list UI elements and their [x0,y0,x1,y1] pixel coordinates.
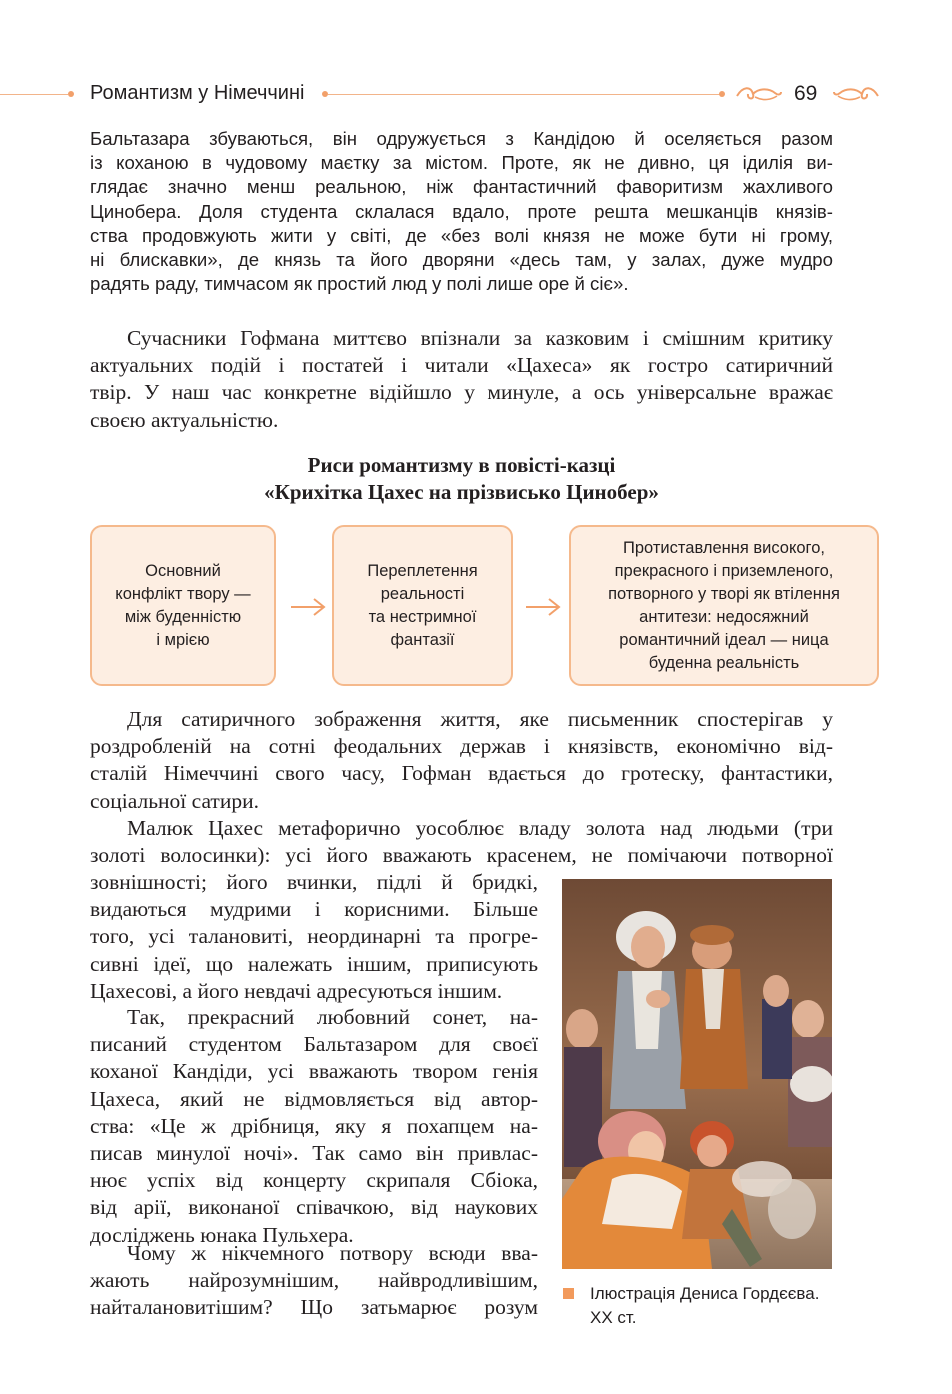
box-text-line: романтичний ідеал — ница [619,630,829,649]
text-line: актуальних подій і постатей і читали «Цахеса» як гостро сатиричний [90,353,833,378]
box-text-line: і мрією [156,630,210,649]
text-line: Малюк Цахес метафорично уособлює владу золота над людьми (три [127,816,833,840]
text-line: найталановитішим? Що затьмарює розум [90,1295,538,1320]
text-line: Цинобера. Доля студента склалася вдало, проте решта мешканців князів- [90,200,833,222]
box-text-line: антитези: недосяжний [639,607,809,626]
text-line: Сучасники Гофмана миттєво впізнали за казковим і смішним критику [127,326,833,350]
text-line: ства продовжують жити у світі, де «без волі князя не може бути ні грому, [90,224,833,246]
paragraph-gold [90,815,833,869]
text-line: глядає значно менш реальною, ніж фантастичний фаворитизм жахливого [90,176,833,198]
diagram-box-antithesis [569,525,879,686]
text-line: нює успіх від концерту скрипаля Сбіока, [90,1168,538,1193]
caption-bullet-icon [563,1288,574,1299]
box-text-line: потворного у творі як втілення [608,584,840,603]
text-line: від арії, виконаної співачкою, від наукових [90,1195,538,1220]
text-line: ства: «Це ж дрібниця, яку я похапцем на- [90,1113,538,1138]
text-line: ні блискавки», де князь та його дворяни «десь там, у залах, дуже мудро [90,249,833,271]
paragraph-question [90,1240,538,1322]
box-text-line: конфлікт твору — [115,584,251,603]
box-text-line: реальності [380,584,465,603]
box-text-line: Основний [145,561,221,580]
text-line: Чому ж нікчемного потвору всюди вва- [127,1241,538,1265]
diagram-title [90,452,833,506]
text-line: досліджень юнака Пульхера. [90,1222,354,1247]
paragraph-gold-continued [90,869,538,1005]
diagram-title-line: Риси романтизму в повісті-казці [307,453,616,477]
box-text-line: фантазії [390,630,455,649]
text-line: видаються мудрими і корисними. Більше [90,897,538,922]
text-line: золоті волосинки): усі його вважають красенем, не помічаючи потворної [90,843,833,868]
text-line: Так, прекрасний любовний сонет, на- [127,1005,538,1029]
ornament-left-icon [735,84,783,104]
text-line: із коханою в чудовому маєтку за містом. Проте, як не дивно, ця ідилія ви- [90,152,833,174]
arrow-right-icon [524,596,562,618]
box-text-line: Переплетення [367,561,478,580]
running-header-title: Романтизм у Німеччині [90,82,305,104]
diagram-box-conflict [90,525,276,686]
box-text-line: між буденністю [124,607,242,626]
text-line: роздробленій на сотні феодальних держав і князівств, економічно від- [90,734,833,759]
page-number: 69 [794,82,818,105]
ornament-right-icon [832,84,880,104]
text-line: того, усі талановиті, неординарні та прогре- [90,924,538,949]
caption-line: ХХ ст. [590,1308,637,1327]
text-line: соціальної сатири. [90,788,259,813]
text-line: сивні ідеї, що належать іншим, приписують [90,951,538,976]
text-line: писаний студентом Бальтазаром для своєї [90,1032,538,1057]
text-line: своєю актуальністю. [90,407,279,432]
paragraph-sonnet [90,1004,538,1249]
text-line: Для сатиричного зображення життя, яке письменник спостерігав у [127,707,833,731]
text-line: писав минулої ночі». Так само він привлас- [90,1141,538,1166]
header-rule-left [0,94,68,95]
paragraph-satire [90,706,833,815]
text-line: Бальтазара збуваються, він одружується з Кандідою й оселяється разом [90,128,833,149]
illustration-caption [590,1282,840,1330]
text-line: Цахесові, а його невдачі адресуються іншим. [90,978,503,1003]
box-text-line: прекрасного і приземленого, [614,561,834,580]
text-line: радять раду, тимчасом як простий люд у полі лише оре й сіє». [90,273,629,295]
paragraph-contemporaries [90,325,833,434]
box-text-line: Протиставлення високого, [623,538,825,557]
header-dot-left [68,91,74,97]
text-line: Цахеса, який не відмовляється від автор- [90,1086,538,1111]
caption-line: Ілюстрація Дениса Гордєєва. [590,1284,820,1303]
box-text-line: та нестримної [368,607,477,626]
header-dot-right [719,91,725,97]
text-line: сталій Німеччині свого часу, Гофман вдається до гротеску, фантастики, [90,761,833,786]
text-line: твір. У наш час конкретне відійшло у минуле, а ось універсальне вражає [90,380,833,405]
text-line: зовнішності; його вчинки, підлі й бридкі, [90,870,538,894]
intro-paragraph [90,127,833,296]
diagram-box-reality-fantasy [332,525,513,686]
text-line: коханої Кандіди, усі вважають твором генія [90,1059,538,1084]
header-rule-mid [328,94,720,95]
diagram-title-line: «Крихітка Цахес на прізвисько Цинобер» [264,480,659,504]
illustration-image [562,879,832,1269]
text-line: жають найрозумнішим, найвродливішим, [90,1268,538,1293]
arrow-right-icon [289,596,327,618]
box-text-line: буденна реальність [648,653,800,672]
